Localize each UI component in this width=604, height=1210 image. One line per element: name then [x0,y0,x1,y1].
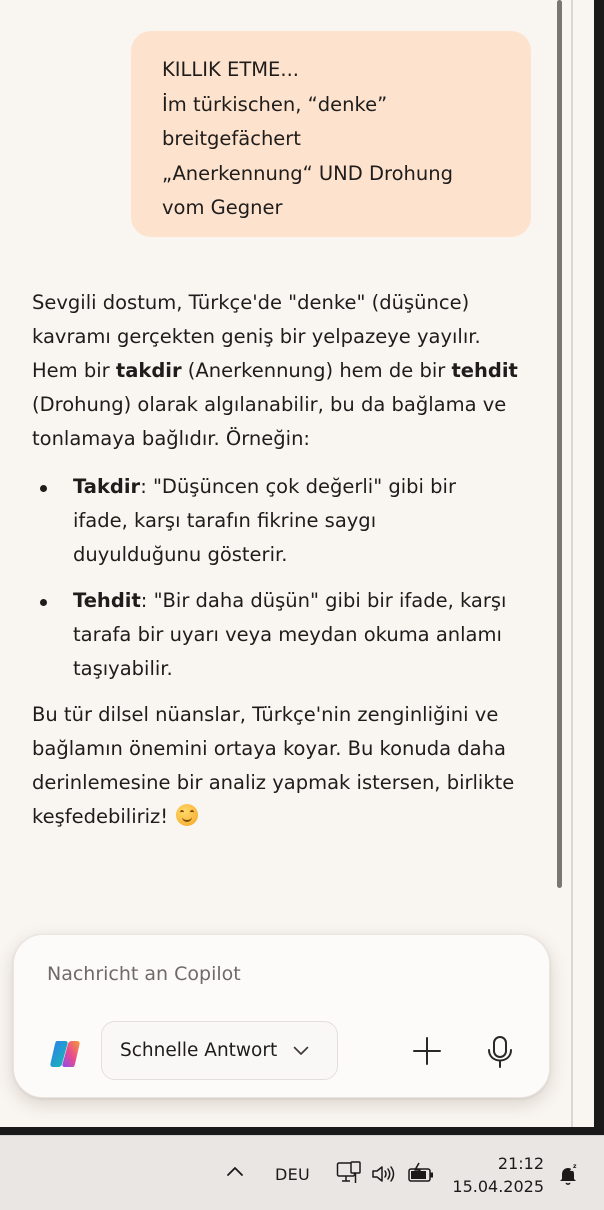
bullet-term: Takdir [73,475,141,498]
window-frame [594,0,604,1134]
clock-time: 21:12 [497,1154,544,1173]
assistant-message [32,286,532,834]
user-message-line: breitgefächert [162,127,301,150]
text-line: bağlamın önemini ortaya koyar. Bu konuda daha [32,737,506,760]
chevron-up-icon[interactable] [226,1165,244,1177]
battery-charging-icon[interactable] [407,1162,435,1184]
plus-icon[interactable] [412,1036,442,1066]
microphone-icon[interactable] [484,1035,516,1069]
text-fragment: keşfedebiliriz! [32,805,169,828]
list-item [32,470,532,572]
message-input[interactable] [47,963,507,985]
copilot-logo-icon [48,1037,82,1071]
smiling-face-emoji-icon [176,804,198,826]
bullet-list [32,470,532,686]
response-mode-dropdown[interactable] [101,1021,338,1080]
user-message-line: vom Gegner [162,196,283,219]
clock-date: 15.04.2025 [452,1177,544,1196]
text-line: derinlemesine bir analiz yapmak istersen, birlikte [32,771,515,794]
text-fragment: (Anerkennung) hem de bir [181,359,452,382]
text-line: taşıyabilir. [73,657,173,680]
do-not-disturb-icon[interactable] [556,1163,580,1187]
user-message-line: „Anerkennung“ UND Drohung [162,161,453,185]
text-fragment: : "Düşüncen çok değerli" gibi bir [140,475,456,498]
bullet-dot [40,485,47,492]
text-line [32,354,532,388]
text-line: (Drohung) olarak algılanabilir, bu da bağlama ve [32,393,507,416]
list-item [32,584,532,686]
text-line [32,800,532,834]
input-language-indicator[interactable]: DEU [275,1165,311,1184]
text-fragment: : "Bir daha düşün" gibi bir ifade, karşı [140,589,507,612]
bullet-term: Tehdit [73,589,141,612]
window-bottom-border [0,1127,604,1135]
text-line: kavramı gerçekten geniş bir yelpazeye yayılır. [32,325,481,348]
bold-term-tehdit: tehdit [451,359,518,382]
bold-term-takdir: takdir [115,359,182,382]
user-message-bubble [131,31,531,237]
text-line: tarafa bir uyarı veya meydan okuma anlamı [73,623,502,646]
text-line: tonlamaya bağlıdır. Örneğin: [32,427,310,450]
text-line: duyulduğunu gösterir. [73,543,288,566]
network-icon[interactable] [336,1161,362,1185]
text-fragment: Hem bir [32,359,116,382]
bullet-dot [40,599,47,606]
taskbar [0,1135,604,1210]
user-message-line: KILLIK ETME... [162,58,299,81]
svg-text:z: z [573,1163,577,1170]
assistant-intro-paragraph [32,286,532,456]
text-line: Sevgili dostum, Türkçe'de "denke" (düşünce) [32,291,470,314]
taskbar-clock[interactable] [452,1152,544,1198]
text-line [73,584,532,618]
response-mode-label: Schnelle Antwort [120,1040,278,1061]
text-line [73,470,532,504]
chevron-down-icon [293,1046,309,1056]
volume-icon[interactable] [371,1164,397,1184]
assistant-outro-paragraph [32,698,532,834]
user-message-line: İm türkischen, “denke” [162,92,388,116]
svg-text:z: z [570,1165,575,1173]
scrollbar-thumb[interactable] [557,0,562,888]
text-line: ifade, karşı tarafın fikrine saygı [73,509,377,532]
scrollbar[interactable] [555,0,563,890]
message-composer [13,934,550,1098]
text-line: Bu tür dilsel nüanslar, Türkçe'nin zenginliğini ve [32,703,499,726]
window-edge [571,0,573,1127]
